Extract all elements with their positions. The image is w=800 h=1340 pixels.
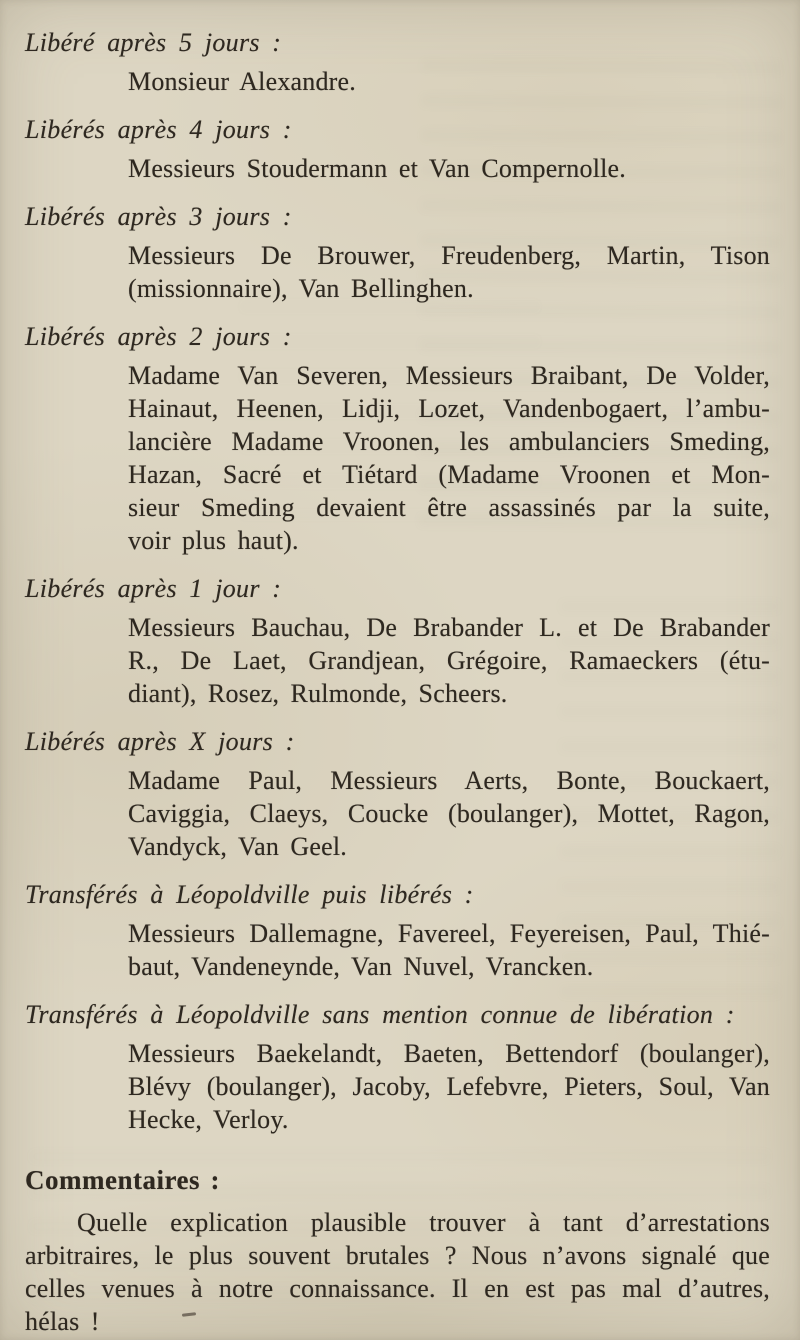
text-line: Madame Van Severen, Messieurs Braibant, De Volder,	[128, 361, 770, 390]
text-line: Blévy (boulanger), Jacoby, Lefebvre, Pieters, Soul, Van	[128, 1072, 770, 1101]
transfer-entry-sans-mention	[25, 998, 770, 1136]
entry-heading: Transférés à Léopoldville puis libérés :	[25, 880, 474, 909]
text-line: lancière Madame Vroonen, les ambulanciers Smeding,	[128, 427, 770, 456]
liberation-entry-1-jour	[25, 572, 770, 710]
entry-names	[128, 917, 770, 983]
text-line: Hainaut, Heenen, Lidji, Lozet, Vandenbogaert, l’ambu-	[128, 394, 770, 423]
entry-heading: Libérés après 1 jour :	[25, 574, 282, 603]
text-line: celles venues à notre connaissance. Il en est pas mal d’autres,	[25, 1274, 770, 1303]
text-line: Messieurs Dallemagne, Favereel, Feyereisen, Paul, Thié-	[128, 919, 770, 948]
entry-heading: Libéré après 5 jours :	[25, 28, 282, 57]
text-line: Messieurs De Brouwer, Freudenberg, Martin, Tison	[128, 241, 770, 270]
text-line: sieur Smeding devaient être assassinés par la suite,	[128, 493, 770, 522]
liberation-entry-5-jours	[25, 26, 770, 98]
text-line: Madame Paul, Messieurs Aerts, Bonte, Bouckaert,	[128, 766, 770, 795]
entry-heading: Libérés après 2 jours :	[25, 322, 292, 351]
text-line: R., De Laet, Grandjean, Grégoire, Ramaeckers (étu-	[128, 646, 770, 675]
entry-names	[128, 152, 770, 185]
text-line: Messieurs Bauchau, De Brabander L. et De Brabander	[128, 613, 770, 642]
text-line: Messieurs Baekelandt, Baeten, Bettendorf (boulanger),	[128, 1039, 770, 1068]
liberation-entry-2-jours	[25, 320, 770, 557]
text-line: voir plus haut).	[128, 526, 299, 555]
commentaires-heading: Commentaires :	[25, 1165, 220, 1195]
text-line: Vandyck, Van Geel.	[128, 832, 347, 861]
liberation-entry-4-jours	[25, 113, 770, 185]
text-line: diant), Rosez, Rulmonde, Scheers.	[128, 679, 508, 708]
text-line: (missionnaire), Van Bellinghen.	[128, 274, 474, 303]
text-line: hélas !	[25, 1307, 100, 1336]
entry-names	[128, 65, 770, 98]
entry-heading: Libérés après 3 jours :	[25, 202, 292, 231]
text-line: Quelle explication plausible trouver à tant d’arrestations	[77, 1208, 770, 1237]
text-line: Hazan, Sacré et Tiétard (Madame Vroonen et Mon-	[128, 460, 770, 489]
liberation-entry-x-jours	[25, 725, 770, 863]
entry-names	[128, 764, 770, 863]
text-line: arbitraires, le plus souvent brutales ? Nous n’avons signalé que	[25, 1241, 770, 1270]
text-line: Messieurs Stoudermann et Van Compernolle.	[128, 154, 626, 183]
entry-names	[128, 359, 770, 557]
text-line: Monsieur Alexandre.	[128, 67, 356, 96]
text-line: Caviggia, Claeys, Coucke (boulanger), Mottet, Ragon,	[128, 799, 770, 828]
text-line: Hecke, Verloy.	[128, 1105, 289, 1134]
entry-names	[128, 1037, 770, 1136]
entry-heading: Transférés à Léopoldville sans mention connue de libération :	[25, 1000, 735, 1029]
entry-names	[128, 611, 770, 710]
entry-names	[128, 239, 770, 305]
entry-heading: Libérés après X jours :	[25, 727, 295, 756]
entry-heading: Libérés après 4 jours :	[25, 115, 292, 144]
text-line: baut, Vandeneynde, Van Nuvel, Vrancken.	[128, 952, 594, 981]
transfer-entry-puis-liberes	[25, 878, 770, 983]
liberation-entry-3-jours	[25, 200, 770, 305]
commentaires-paragraph	[25, 1206, 770, 1338]
